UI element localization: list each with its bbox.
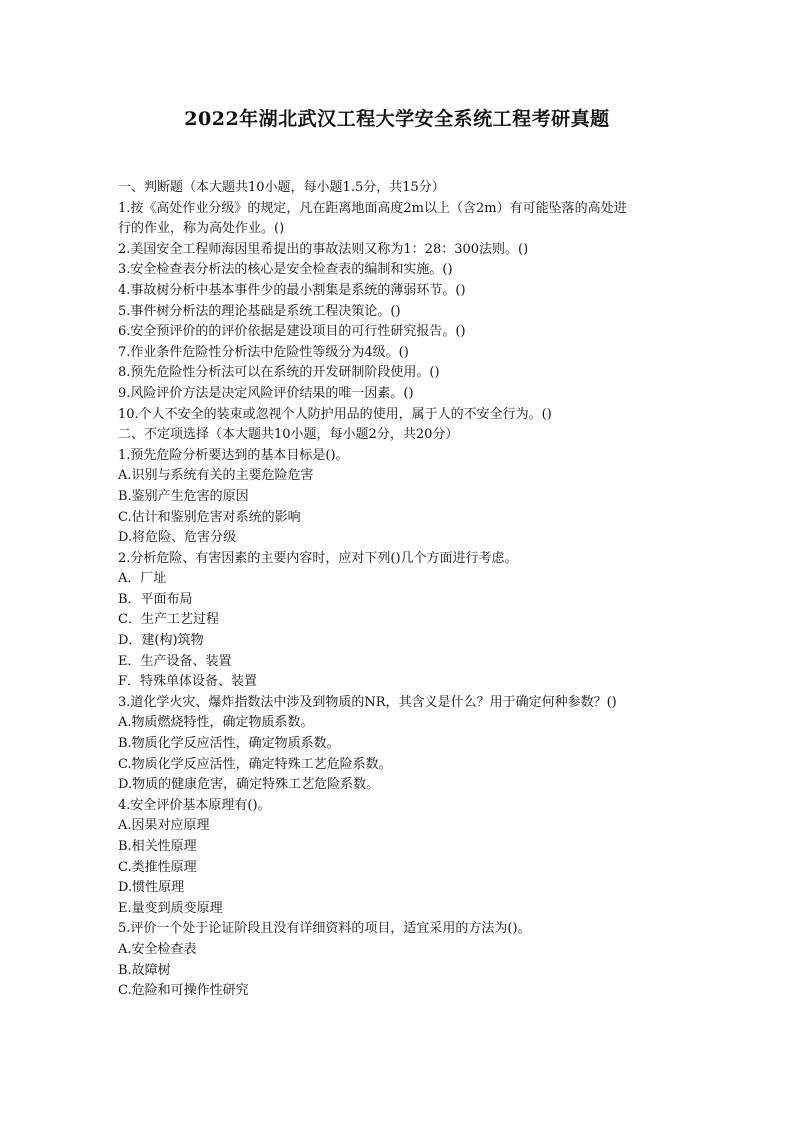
option-line: A.物质燃烧特性，确定物质系数。 <box>118 715 314 731</box>
option-line: B.物质化学反应活性，确定物质系数。 <box>118 736 340 752</box>
option-line: E.量变到质变原理 <box>118 900 223 916</box>
option-line: D.将危险、危害分级 <box>118 530 237 546</box>
option-line: B．平面布局 <box>118 591 193 607</box>
option-line: A.因果对应原理 <box>118 818 210 834</box>
option-line: D．建(构)筑物 <box>118 633 204 649</box>
option-line: A.安全检查表 <box>118 941 197 957</box>
option-line: C．生产工艺过程 <box>118 612 219 628</box>
question-line: 5.事件树分析法的理论基础是系统工程决策论。() <box>118 303 401 319</box>
option-line: B.故障树 <box>118 962 171 978</box>
question-line: 3.安全检查表分析法的核心是安全检查表的编制和实施。() <box>118 262 453 278</box>
question-line: 3.道化学火灾、爆炸指数法中涉及到物质的NR，其含义是什么？用于确定何种参数？() <box>118 694 617 710</box>
option-line: C.估计和鉴别危害对系统的影响 <box>118 509 301 525</box>
question-line: 4.安全评价基本原理有()。 <box>118 797 271 813</box>
question-line: 4.事故树分析中基本事件少的最小割集是系统的薄弱环节。() <box>118 282 466 298</box>
section-heading-true-false: 一、判断题（本大题共10小题，每小题1.5分，共15分） <box>118 180 445 195</box>
option-line: C.物质化学反应活性，确定特殊工艺危险系数。 <box>118 756 392 772</box>
question-line: 10.个人不安全的装束或忽视个人防护用品的使用，属于人的不安全行为。() <box>118 406 552 422</box>
option-line: E．生产设备、装置 <box>118 653 232 669</box>
option-line: B.相关性原理 <box>118 839 197 854</box>
option-line: F．特殊单体设备、装置 <box>118 674 258 690</box>
option-line: B.鉴别产生危害的原因 <box>118 488 249 504</box>
question-line: 2.分析危险、有害因素的主要内容时，应对下列()几个方面进行考虑。 <box>118 550 518 566</box>
option-line: C.危险和可操作性研究 <box>118 983 249 999</box>
option-line: A.识别与系统有关的主要危险危害 <box>118 468 314 484</box>
question-line: 5.评价一个处于论证阶段且没有详细资料的项目，适宜采用的方法为()。 <box>118 921 531 937</box>
option-line: D.物质的健康危害，确定特殊工艺危险系数。 <box>118 777 380 793</box>
question-line: 9.风险评价方法是决定风险评价结果的唯一因素。() <box>118 385 414 401</box>
option-line: D.惯性原理 <box>118 880 185 896</box>
question-line: 2.美国安全工程师海因里希提出的事故法则又称为1：28：300法则。() <box>118 241 529 257</box>
question-line: 6.安全预评价的的评价依据是建设项目的可行性研究报告。() <box>118 324 466 340</box>
option-line: C.类推性原理 <box>118 859 197 875</box>
question-line: 1.预先危险分析要达到的基本目标是()。 <box>118 447 349 463</box>
question-line: 7.作业条件危险性分析法中危险性等级分为4级。() <box>118 344 409 360</box>
exam-body <box>118 178 678 1002</box>
section-heading-multiple-choice: 二、不定项选择（本大题共10小题，每小题2分，共20分） <box>118 427 459 443</box>
question-line: 行的作业，称为高处作业。() <box>118 221 285 237</box>
option-line: A．厂址 <box>118 571 167 587</box>
question-line: 1.按《高处作业分级》的规定，凡在距离地面高度2m以上（含2m）有可能坠落的高处进 <box>118 200 627 216</box>
page-title: 2022年湖北武汉工程大学安全系统工程考研真题 <box>184 108 610 130</box>
question-line: 8.预先危险性分析法可以在系统的开发研制阶段使用。() <box>118 365 440 381</box>
